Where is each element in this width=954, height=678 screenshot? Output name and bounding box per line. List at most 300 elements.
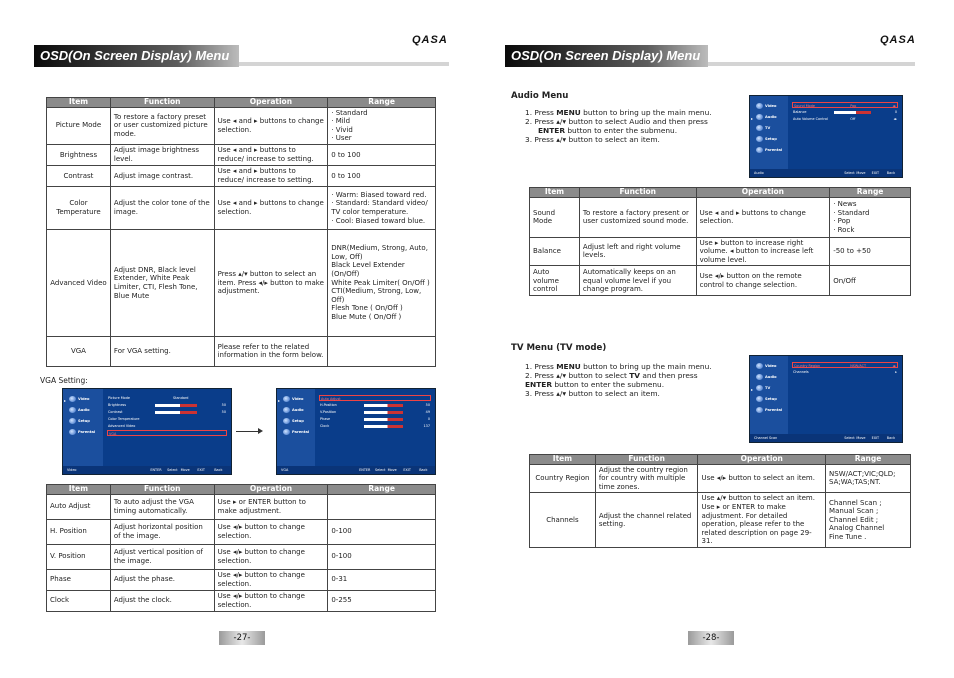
page-28	[477, 0, 954, 678]
osd-row	[319, 423, 431, 429]
osd-side-item	[756, 395, 784, 403]
table-row	[47, 165, 436, 186]
step-text: 2. Press ▴/▾ button to select Audio and then press	[525, 117, 708, 126]
menu-icon	[756, 385, 763, 391]
menu-icon	[756, 114, 763, 120]
operation-cell: Use ◂ and ▸ buttons to change selection.	[214, 107, 328, 144]
step-item	[525, 117, 725, 135]
osd-row	[792, 102, 898, 108]
header-cell: Item	[530, 188, 580, 198]
audio-menu-table	[529, 187, 911, 296]
operation-cell: Use ◂/▸ button on the remote control to change selection.	[696, 266, 830, 296]
menu-icon	[756, 136, 763, 142]
osd-footer-text: Select	[374, 468, 386, 472]
header-cell: Range	[826, 455, 911, 465]
osd-footer-text: EXIT	[197, 468, 205, 472]
osd-footer-text: Back	[886, 171, 896, 175]
arrow-right-icon: ▸	[751, 387, 754, 392]
osd-row-label: Brightness	[108, 403, 127, 407]
osd-row	[792, 362, 898, 368]
osd-row-num: 50	[221, 403, 226, 407]
function-cell: Automatically keeps on an equal volume level if you change program.	[579, 266, 696, 296]
header-cell: Item	[530, 455, 596, 465]
menu-icon	[283, 429, 290, 435]
operation-cell: Use ▴/▾ button to select an item. Use ▸ or ENTER to make adjustment. For detailed operation, please refer to the related description on page 29-31.	[698, 493, 826, 548]
tv-menu-table	[529, 454, 911, 548]
header-cell: Function	[110, 98, 214, 108]
osd-row-label: Clock	[320, 424, 330, 428]
osd-footer-text: Move	[856, 171, 866, 175]
step-keyword: TV	[629, 371, 641, 380]
range-line: · Cool: Biased toward blue.	[331, 216, 426, 225]
osd-side-item	[69, 428, 97, 436]
item-cell: VGA	[47, 336, 111, 366]
osd-slider	[364, 404, 403, 407]
osd-row-value: NSW/ACT	[850, 364, 867, 368]
table-row	[47, 336, 436, 366]
range-line: NSW/ACT;VIC;QLD;	[829, 469, 896, 478]
osd-side-item	[69, 406, 97, 414]
table-row	[47, 544, 436, 569]
range-line: · User	[331, 134, 352, 143]
osd-side-label: Setup	[292, 419, 304, 423]
menu-icon	[283, 407, 290, 413]
table-row	[530, 237, 911, 266]
osd-row-value: Standard	[173, 396, 189, 400]
osd-row	[792, 116, 898, 122]
vga-table	[46, 484, 436, 612]
header-cell: Range	[328, 485, 436, 495]
brand-logo: QASA	[412, 34, 448, 46]
menu-icon	[283, 418, 290, 424]
osd-side-label: Audio	[765, 375, 777, 379]
item-cell: H. Position	[47, 519, 111, 544]
osd-row-label: V.Position	[320, 410, 337, 414]
osd-side-label: Video	[765, 104, 777, 108]
range-line: SA;WA;TAS;NT.	[829, 478, 881, 487]
item-cell: Contrast	[47, 165, 111, 186]
brand-logo: QASA	[880, 34, 916, 46]
menu-icon	[756, 407, 763, 413]
osd-side-item	[283, 406, 311, 414]
osd-footer-text: Audio	[754, 171, 764, 175]
osd-side-item	[751, 113, 784, 121]
function-cell: Adjust the country region for country with multiple time zones.	[595, 464, 698, 493]
item-cell: Color Temperature	[47, 186, 111, 229]
range-line: Black Level Extender (On/Off)	[331, 261, 405, 279]
osd-row	[107, 416, 227, 422]
osd-row-label: Advanced Video	[108, 424, 136, 428]
osd-side-item	[756, 135, 784, 143]
menu-icon	[756, 125, 763, 131]
tv-steps	[525, 362, 725, 398]
header-cell: Operation	[214, 98, 328, 108]
banner-underline	[708, 62, 915, 66]
range-line: On/Off	[833, 276, 856, 285]
step-text: 2. Press ▴/▾ button to select	[525, 371, 630, 380]
osd-row	[107, 395, 227, 401]
osd-slider	[155, 411, 197, 414]
osd-audio-screenshot	[749, 95, 903, 178]
osd-footer-text: EXIT	[871, 171, 880, 175]
osd-row	[107, 402, 227, 408]
menu-icon	[69, 396, 76, 402]
step-keyword: ENTER	[525, 380, 553, 389]
operation-cell: Use ◂/▸ button to change selection.	[214, 544, 328, 569]
table-row	[47, 569, 436, 590]
function-cell: Adjust image contrast.	[110, 165, 214, 186]
table-row	[47, 590, 436, 611]
item-cell: Channels	[530, 493, 596, 548]
item-cell: Sound Mode	[530, 197, 580, 237]
operation-cell: Use ◂/▸ button to change selection.	[214, 590, 328, 611]
osd-footer-text: Video	[67, 468, 77, 472]
function-cell: Adjust left and right volume levels.	[579, 237, 696, 266]
osd-row-label: VGA	[109, 432, 117, 436]
osd-side-item	[751, 384, 784, 392]
osd-side-label: Parental	[292, 430, 310, 434]
header-cell: Operation	[214, 485, 328, 495]
range-line: 0 to 100	[331, 171, 361, 180]
osd-slider	[364, 418, 403, 421]
step-item	[525, 135, 725, 144]
osd-row-num: ◂▸	[892, 104, 896, 108]
osd-side-label: Parental	[78, 430, 96, 434]
vga-setting-label: VGA Setting:	[40, 376, 88, 385]
range-cell	[328, 186, 436, 229]
range-cell: 0-100	[328, 519, 436, 544]
osd-footer-text: Back	[419, 468, 428, 472]
osd-footer-text: Move	[180, 468, 190, 472]
range-line: Channel Scan ;	[829, 498, 882, 507]
osd-footer	[750, 434, 902, 442]
osd-footer-text: Select	[844, 171, 855, 175]
step-keyword: ENTER	[538, 126, 566, 135]
osd-footer-text: ENTER	[150, 468, 162, 472]
step-text: and then press	[640, 371, 698, 380]
osd-row-label: Auto Volume Control	[793, 117, 828, 121]
osd-vga-screenshot	[276, 388, 436, 475]
page-number: -28-	[688, 631, 734, 645]
range-line: · Vivid	[331, 125, 353, 134]
osd-side-item	[756, 373, 784, 381]
range-cell	[328, 229, 436, 336]
step-item	[525, 108, 725, 117]
header-cell: Function	[595, 455, 698, 465]
range-cell	[328, 165, 436, 186]
osd-side-label: Setup	[765, 137, 777, 141]
osd-side-label: Setup	[78, 419, 90, 423]
arrow-right-icon: ▸	[278, 398, 281, 403]
osd-side-item	[69, 417, 97, 425]
header-cell: Operation	[698, 455, 826, 465]
osd-row-num: ▸	[895, 370, 897, 374]
osd-row-label: Color Temperature	[108, 417, 140, 421]
function-cell: Adjust vertical position of the image.	[110, 544, 214, 569]
osd-row-label: Sound Mode	[794, 104, 815, 108]
function-cell: Adjust the color tone of the image.	[110, 186, 214, 229]
osd-footer-text: ENTER	[359, 468, 371, 472]
audio-menu-heading: Audio Menu	[511, 91, 569, 101]
header-cell: Function	[110, 485, 214, 495]
osd-side-label: Video	[765, 364, 777, 368]
function-cell: To restore a factory preset or user customized picture mode.	[110, 107, 214, 144]
step-item	[525, 371, 725, 380]
table-row	[47, 107, 436, 144]
osd-side-item	[283, 417, 311, 425]
range-line: · News	[833, 199, 857, 208]
operation-cell: Use ◂/▸ button to select an item.	[698, 464, 826, 493]
function-cell: To auto adjust the VGA timing automatically.	[110, 494, 214, 519]
osd-row-label: Channels	[793, 370, 809, 374]
osd-side-label: Video	[78, 397, 90, 401]
range-cell: 0-31	[328, 569, 436, 590]
page-banner: OSD(On Screen Display) Menu	[505, 45, 708, 67]
item-cell: Phase	[47, 569, 111, 590]
range-line: · Standard	[331, 108, 368, 117]
menu-icon	[756, 396, 763, 402]
osd-side-label: Audio	[765, 115, 777, 119]
osd-row-num: 0	[894, 110, 897, 114]
osd-footer-text: VGA	[281, 468, 289, 472]
osd-footer	[750, 169, 902, 177]
item-cell: Balance	[530, 237, 580, 266]
osd-side-item	[64, 395, 97, 403]
function-cell: Adjust the phase.	[110, 569, 214, 590]
page-number: -27-	[219, 631, 265, 645]
osd-row-num: 50	[221, 410, 226, 414]
table-row	[47, 494, 436, 519]
range-line: White Peak Limiter( On/Off )	[331, 278, 430, 287]
item-cell: Auto volume control	[530, 266, 580, 296]
operation-cell: Use ◂ and ▸ buttons to change selection.	[214, 186, 328, 229]
range-line: Fine Tune .	[829, 533, 867, 542]
osd-slider	[364, 411, 403, 414]
osd-side-label: Video	[292, 397, 304, 401]
audio-steps	[525, 108, 725, 144]
osd-row-value: Pop	[850, 104, 857, 108]
osd-row	[792, 109, 898, 115]
range-cell	[826, 464, 911, 493]
osd-footer-text: Select	[844, 436, 855, 440]
step-text: button to bring up the main menu.	[580, 108, 712, 117]
range-line: · Pop	[833, 217, 851, 226]
table-row	[47, 229, 436, 336]
menu-icon	[756, 103, 763, 109]
step-text: 3. Press ▴/▾ button to select an item.	[525, 135, 660, 144]
range-cell	[328, 494, 436, 519]
range-cell: 0-100	[328, 544, 436, 569]
menu-icon	[69, 407, 76, 413]
operation-cell: Use ▸ button to increase right volume. ◂ button to increase left volume level.	[696, 237, 830, 266]
osd-row-label: Picture Mode	[108, 396, 130, 400]
menu-icon	[69, 418, 76, 424]
osd-side-label: TV	[765, 386, 771, 390]
range-line: CTI(Medium, Strong, Low, Off)	[331, 287, 422, 304]
table-row	[47, 144, 436, 165]
range-line: Manual Scan ;	[829, 507, 879, 516]
osd-side-item	[756, 124, 784, 132]
header-cell: Operation	[696, 188, 830, 198]
item-cell: Advanced Video	[47, 229, 111, 336]
osd-side-item	[278, 395, 311, 403]
osd-row	[107, 409, 227, 415]
function-cell: Adjust the channel related setting.	[595, 493, 698, 548]
osd-row	[107, 423, 227, 429]
osd-row	[319, 402, 431, 408]
range-cell	[328, 336, 436, 366]
range-cell	[830, 197, 911, 237]
item-cell: Auto Adjust	[47, 494, 111, 519]
osd-tv-screenshot	[749, 355, 903, 443]
function-cell: Adjust the clock.	[110, 590, 214, 611]
range-line: · Standard	[833, 208, 870, 217]
range-cell	[328, 144, 436, 165]
osd-row-label: Country Region	[794, 364, 821, 368]
item-cell: Country Region	[530, 464, 596, 493]
osd-side-label: Parental	[765, 148, 783, 152]
osd-footer	[277, 466, 435, 474]
osd-footer-text: Channel Scan	[754, 436, 778, 440]
function-cell: For VGA setting.	[110, 336, 214, 366]
range-line: · Rock	[833, 225, 855, 234]
step-text: 1. Press	[525, 108, 557, 117]
osd-side-item	[283, 428, 311, 436]
osd-row	[319, 395, 431, 401]
range-line: DNR(Medium, Strong, Auto, Low, Off)	[331, 244, 428, 261]
item-cell: V. Position	[47, 544, 111, 569]
tv-menu-heading: TV Menu (TV mode)	[511, 343, 607, 353]
osd-row-label: Balance	[793, 110, 807, 114]
menu-icon	[756, 374, 763, 380]
range-line: · Mild	[331, 117, 351, 126]
operation-cell: Please refer to the related information in the form below.	[214, 336, 328, 366]
table-row	[530, 266, 911, 296]
range-cell	[830, 266, 911, 296]
table-header-row	[530, 188, 911, 198]
menu-icon	[756, 147, 763, 153]
osd-side-label: Parental	[765, 408, 783, 412]
operation-cell: Use ◂/▸ button to change selection.	[214, 519, 328, 544]
osd-row-label: Auto Adjust	[321, 397, 341, 401]
osd-footer-text: EXIT	[871, 436, 880, 440]
osd-side-item	[756, 406, 784, 414]
operation-cell: Use ◂/▸ button to change selection.	[214, 569, 328, 590]
step-keyword: MENU	[556, 362, 581, 371]
osd-footer-text: Back	[214, 468, 223, 472]
table-row	[530, 493, 911, 548]
table-row	[530, 464, 911, 493]
osd-row-label: H.Position	[320, 403, 337, 407]
range-line: Blue Mute ( On/Off )	[331, 313, 402, 322]
osd-row	[319, 409, 431, 415]
osd-footer-text: Back	[886, 436, 896, 440]
osd-row-label: Phase	[320, 417, 331, 421]
menu-icon	[283, 396, 290, 402]
osd-footer-text: Select	[167, 468, 178, 472]
step-text: 3. Press ▴/▾ button to select an item.	[525, 389, 660, 398]
menu-icon	[756, 363, 763, 369]
osd-row-num: ◂▸	[893, 117, 897, 121]
header-cell: Function	[579, 188, 696, 198]
header-cell: Range	[328, 98, 436, 108]
operation-cell: Use ◂ and ▸ buttons to change selection.	[696, 197, 830, 237]
banner-underline	[239, 62, 449, 66]
step-text: button to enter the submenu.	[552, 380, 665, 389]
osd-side-label: Audio	[78, 408, 90, 412]
table-header-row	[47, 485, 436, 495]
table-row	[47, 519, 436, 544]
range-cell	[830, 237, 911, 266]
item-cell: Brightness	[47, 144, 111, 165]
osd-side-label: TV	[765, 126, 771, 130]
osd-side-item	[756, 102, 784, 110]
function-cell: Adjust horizontal position of the image.	[110, 519, 214, 544]
osd-slider	[834, 111, 871, 114]
osd-row-num: ◂▸	[892, 364, 896, 368]
osd-side-label: Setup	[765, 397, 777, 401]
range-cell	[826, 493, 911, 548]
osd-slider	[155, 404, 197, 407]
step-text: button to enter the submenu.	[565, 126, 678, 135]
range-line: -50 to +50	[833, 247, 871, 256]
table-header-row	[530, 455, 911, 465]
osd-video-screenshot	[62, 388, 232, 475]
osd-side-label: Audio	[292, 408, 304, 412]
range-line: · Warm: Biased toward red.	[331, 190, 427, 199]
header-cell: Item	[47, 485, 111, 495]
operation-cell: Use ◂ and ▸ buttons to reduce/ increase to setting.	[214, 144, 328, 165]
menu-icon	[69, 429, 76, 435]
osd-footer-text: Move	[856, 436, 866, 440]
function-cell: Adjust image brightness level.	[110, 144, 214, 165]
range-line: Analog Channel	[829, 524, 885, 533]
function-cell: To restore a factory present or user customized sound mode.	[579, 197, 696, 237]
operation-cell: Use ▸ or ENTER button to make adjustment.	[214, 494, 328, 519]
video-menu-table	[46, 97, 436, 367]
table-row	[530, 197, 911, 237]
arrow-right-icon: ▸	[64, 398, 67, 403]
osd-row	[319, 416, 431, 422]
function-cell: Adjust DNR, Black level Extender, White Peak Limiter, CTI, Flesh Tone, Blue Mute	[110, 229, 214, 336]
osd-slider	[364, 425, 403, 428]
osd-row	[792, 369, 898, 375]
range-cell	[328, 107, 436, 144]
step-item	[525, 380, 725, 389]
range-line: 0 to 100	[331, 150, 361, 159]
osd-footer	[63, 466, 231, 474]
header-cell: Item	[47, 98, 111, 108]
step-text: button to bring up the main menu.	[580, 362, 712, 371]
table-row	[47, 186, 436, 229]
operation-cell: Press ▴/▾ button to select an item. Press ◂/▸ button to make adjustment.	[214, 229, 328, 336]
osd-row-value: Off	[850, 117, 856, 121]
osd-row-num: 0	[427, 417, 430, 421]
osd-row	[107, 430, 227, 436]
operation-cell: Use ◂ and ▸ buttons to reduce/ increase to setting.	[214, 165, 328, 186]
step-keyword: MENU	[556, 108, 581, 117]
item-cell: Picture Mode	[47, 107, 111, 144]
range-line: Channel Edit ;	[829, 515, 879, 524]
range-line: Flesh Tone ( On/Off )	[331, 304, 403, 313]
step-item	[525, 362, 725, 371]
osd-row-label: Contrast	[108, 410, 123, 414]
table-header-row	[47, 98, 436, 108]
range-cell: 0-255	[328, 590, 436, 611]
osd-footer-text: Move	[387, 468, 397, 472]
header-cell: Range	[830, 188, 911, 198]
step-item	[525, 389, 725, 398]
